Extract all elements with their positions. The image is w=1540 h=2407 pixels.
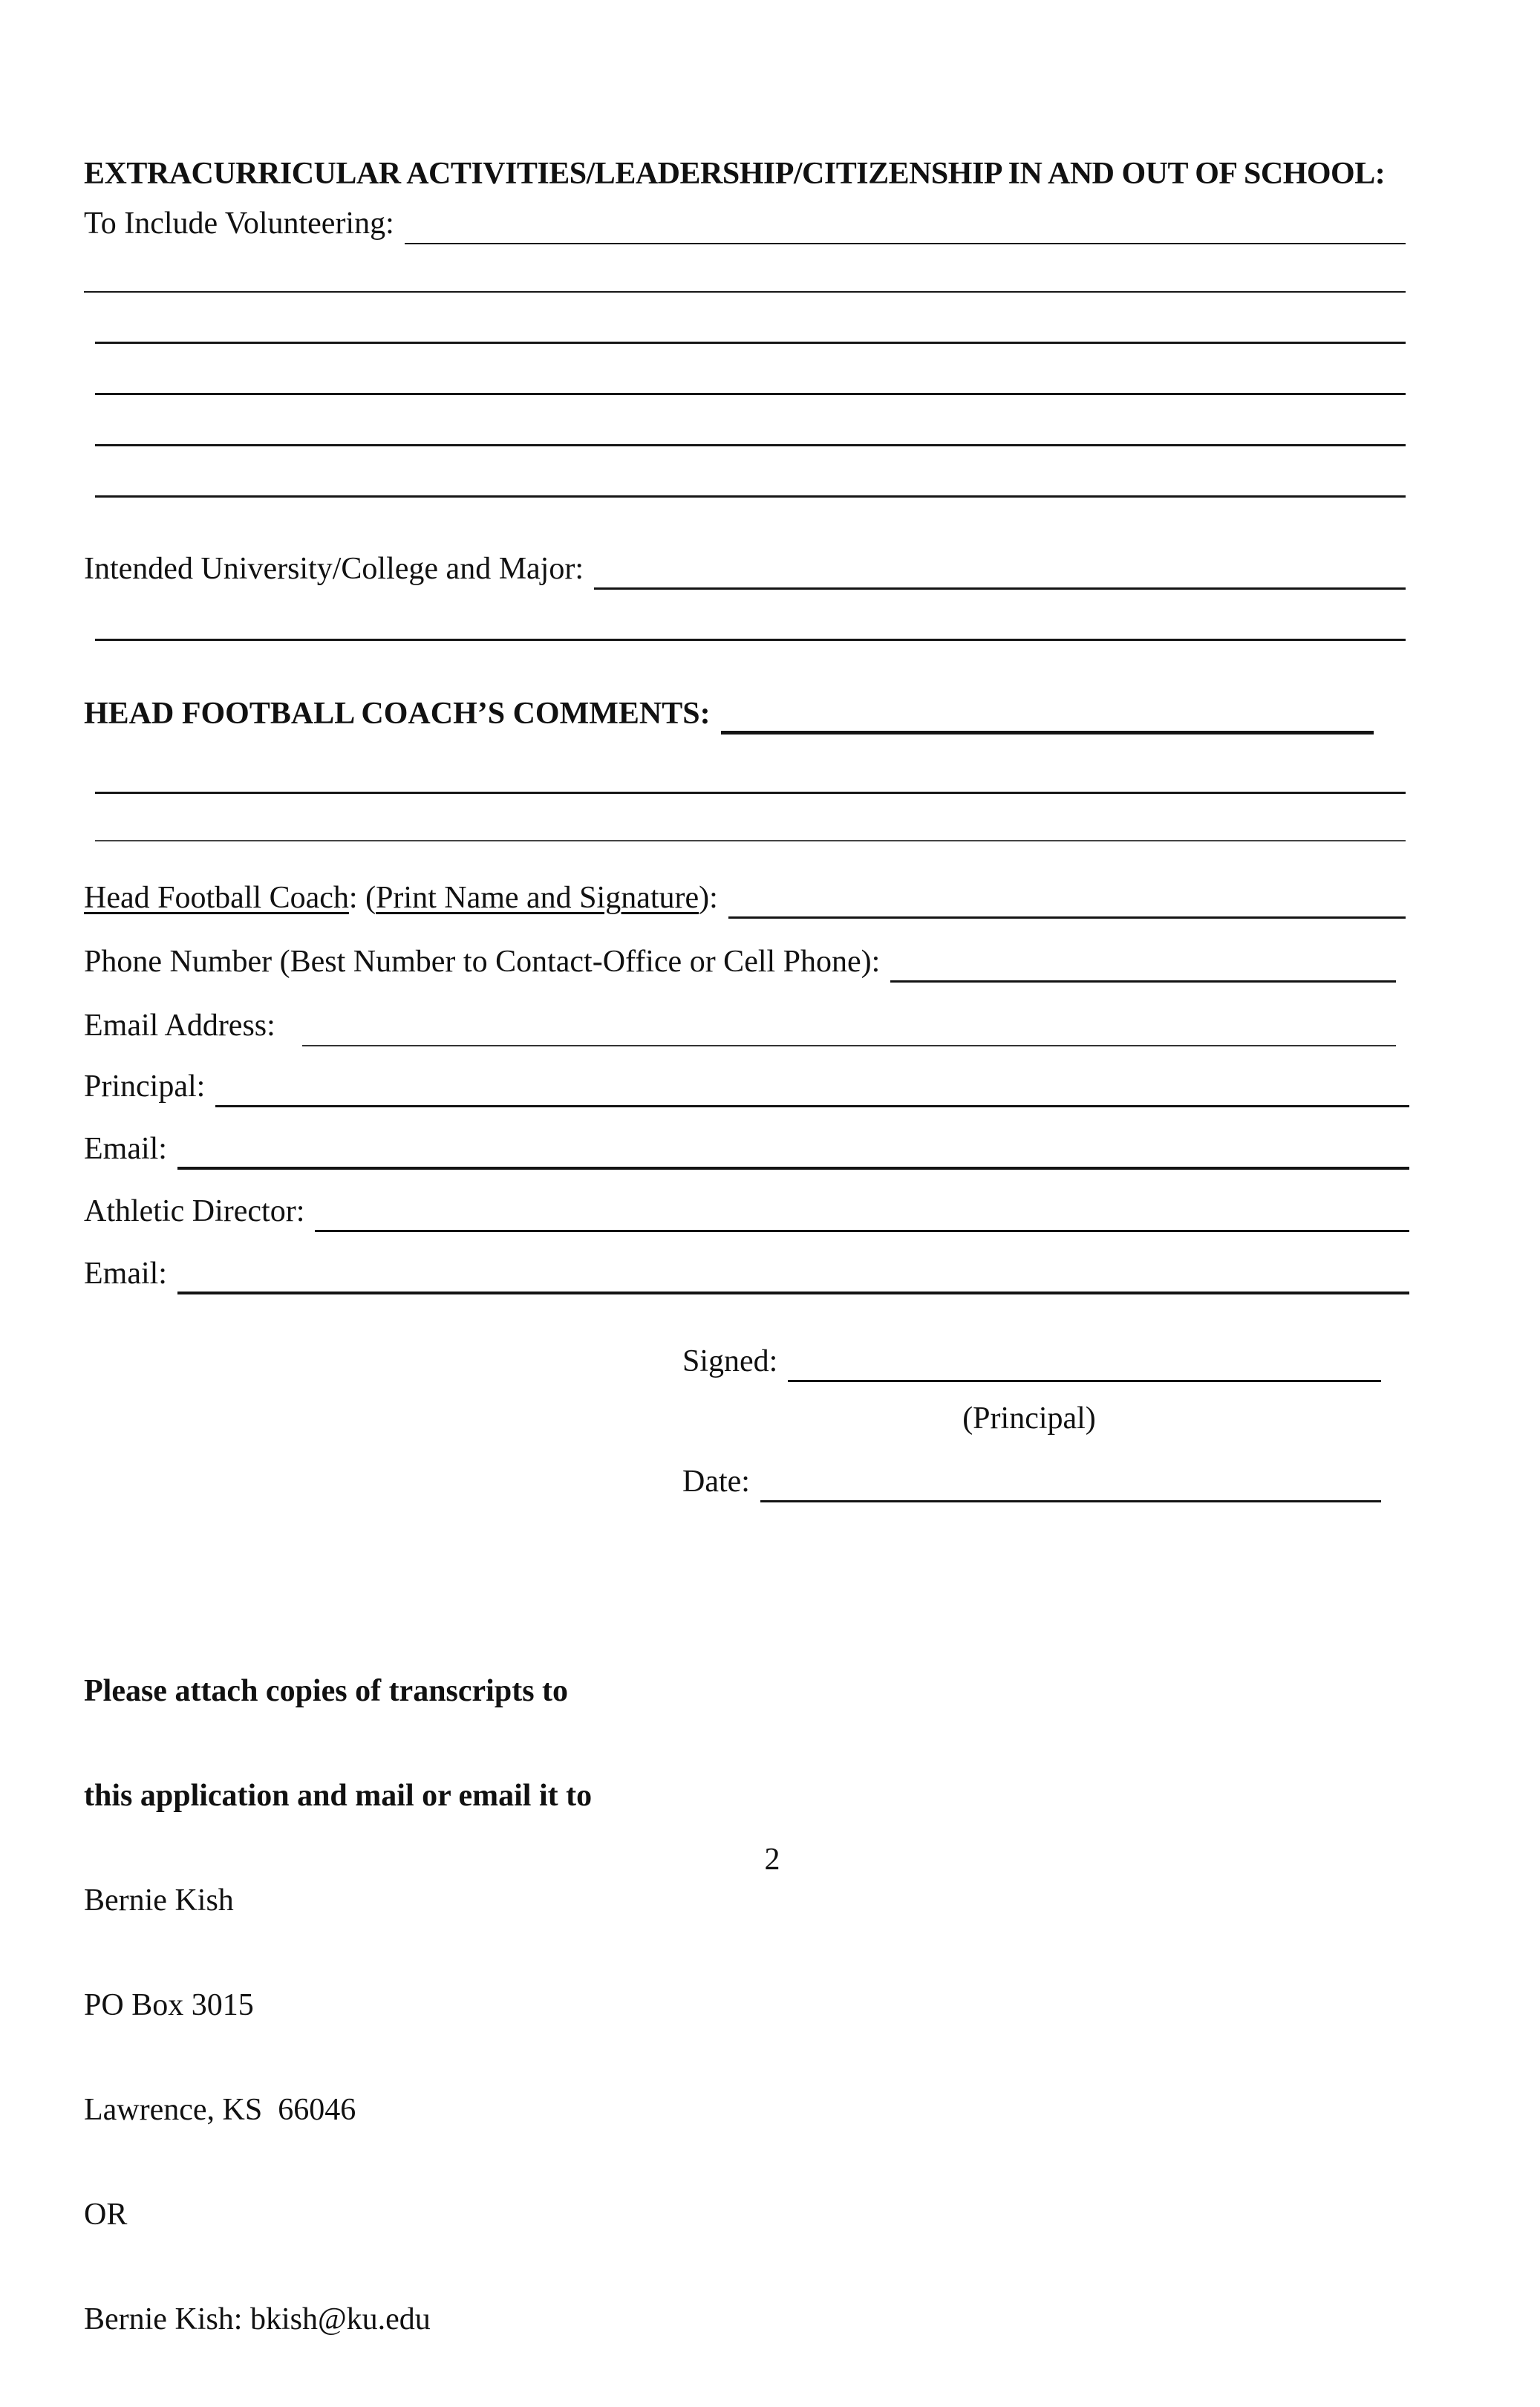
- athletic-director-email-input-line[interactable]: [177, 1292, 1409, 1294]
- field-athletic-director: [84, 1191, 1409, 1232]
- blank-write-line[interactable]: [95, 495, 1406, 498]
- date-label: Date:: [682, 1465, 750, 1499]
- blank-write-line[interactable]: [95, 444, 1406, 446]
- blank-write-line[interactable]: [95, 639, 1406, 641]
- phone-number-input-line[interactable]: [890, 980, 1396, 983]
- date-input-line[interactable]: [760, 1500, 1381, 1502]
- mailing-recipient-name: Bernie Kish: [84, 1883, 234, 1918]
- mailing-instruction-line-1: Please attach copies of transcripts to: [84, 1674, 569, 1708]
- field-phone-number: [84, 942, 1396, 983]
- head-football-coach-label-separator: : (: [348, 881, 376, 915]
- print-name-signature-label: Print Name and Signature: [376, 881, 699, 915]
- mailing-email-contact: Bernie Kish: bkish@ku.edu: [84, 2302, 431, 2336]
- volunteering-input-line[interactable]: [405, 243, 1406, 244]
- intended-university-label: Intended University/College and Major:: [84, 552, 584, 586]
- field-date: [682, 1462, 1381, 1502]
- field-principal: [84, 1066, 1409, 1107]
- principal-email-label: Email:: [84, 1132, 167, 1166]
- blank-write-line[interactable]: [95, 792, 1406, 794]
- field-volunteering: [84, 203, 1406, 244]
- field-coach-comments: [84, 694, 1374, 735]
- mailing-instructions-block: [84, 1604, 592, 2407]
- coach-comments-heading: HEAD FOOTBALL COACH’S COMMENTS:: [84, 697, 711, 731]
- athletic-director-label: Athletic Director:: [84, 1194, 305, 1228]
- blank-write-line[interactable]: [95, 393, 1406, 395]
- email-address-input-line[interactable]: [302, 1045, 1396, 1046]
- athletic-director-input-line[interactable]: [315, 1230, 1409, 1232]
- signed-input-line[interactable]: [788, 1380, 1381, 1382]
- field-head-football-coach: [84, 878, 1406, 919]
- mailing-city-state-zip: Lawrence, KS 66046: [84, 2093, 356, 2127]
- intended-university-input-line[interactable]: [594, 587, 1406, 590]
- volunteering-label: To Include Volunteering:: [84, 206, 394, 241]
- head-football-coach-label-end: ):: [699, 881, 718, 915]
- field-principal-email: [84, 1129, 1409, 1170]
- field-email-address: [84, 1006, 1396, 1046]
- athletic-director-email-label: Email:: [84, 1257, 167, 1291]
- head-football-coach-label: Head Football Coach: [84, 881, 349, 915]
- phone-number-label: Phone Number (Best Number to Contact-Office or Cell Phone):: [84, 945, 881, 979]
- head-football-coach-input-line[interactable]: [728, 916, 1406, 919]
- mailing-or-text: OR: [84, 2198, 128, 2232]
- coach-comments-input-line[interactable]: [721, 731, 1374, 735]
- mailing-instruction-line-2: this application and mail or email it to: [84, 1779, 593, 1813]
- blank-write-line[interactable]: [95, 840, 1406, 841]
- field-signed: [682, 1341, 1381, 1382]
- section-heading-extracurricular: EXTRACURRICULAR ACTIVITIES/LEADERSHIP/CITIZENSHIP IN AND OUT OF SCHOOL:: [84, 157, 1386, 191]
- principal-input-line[interactable]: [215, 1105, 1409, 1107]
- field-intended-university: [84, 549, 1406, 590]
- signed-caption-principal: (Principal): [962, 1401, 1096, 1436]
- page-number: 2: [764, 1843, 780, 1877]
- principal-label: Principal:: [84, 1069, 206, 1104]
- principal-email-input-line[interactable]: [177, 1167, 1409, 1170]
- blank-write-line[interactable]: [95, 342, 1406, 344]
- signed-label: Signed:: [682, 1344, 778, 1378]
- email-address-label: Email Address:: [84, 1009, 275, 1043]
- blank-write-line[interactable]: [84, 291, 1406, 293]
- field-athletic-director-email: [84, 1254, 1409, 1294]
- mailing-po-box: PO Box 3015: [84, 1988, 254, 2022]
